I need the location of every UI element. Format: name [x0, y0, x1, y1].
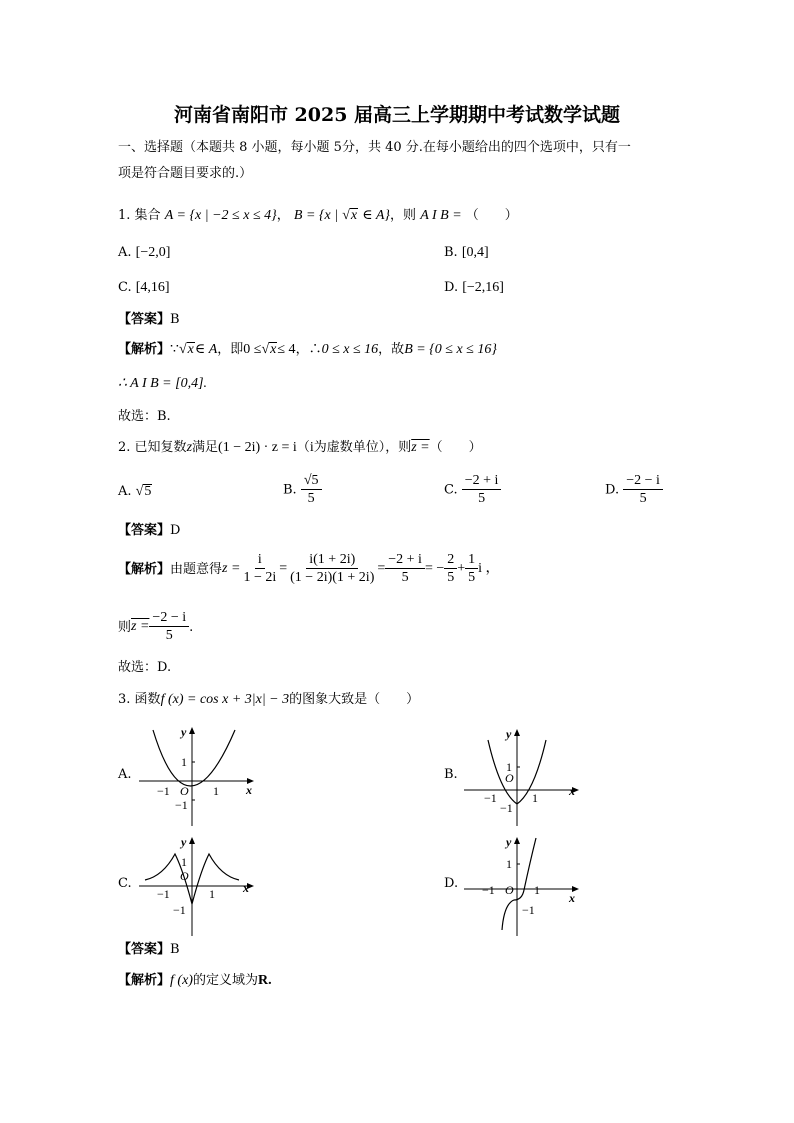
q2-paren-open: （	[296, 440, 310, 455]
q2-frac2-num: i(1 + 2i)	[306, 553, 358, 569]
q2-number: 2.	[118, 440, 131, 455]
q2-option-b-num: √5	[301, 474, 322, 490]
q1-in-a: ∈ A	[194, 342, 218, 357]
axis-y-label: y	[506, 727, 512, 741]
q1-expression: A I B =	[420, 208, 462, 223]
q2-eq3: =	[377, 561, 386, 576]
q1-analysis-line1: 【解析】∵√x∈ A，即0 ≤√x≤ 4，∴0 ≤ x ≤ 16，故B = {0 ≤ x ≤ 16}	[118, 342, 497, 357]
q2-frac6-den: 5	[165, 628, 173, 643]
q3-number: 3.	[118, 692, 131, 707]
q1-radicand2: x	[270, 342, 277, 357]
axis-x-label: x	[246, 783, 252, 797]
q2-option-d-num: −2 − i	[623, 474, 663, 490]
q3-stem	[118, 693, 419, 707]
q1-option-d-label: D.	[444, 280, 459, 295]
q2-option-b-label: B.	[283, 482, 297, 498]
page-title: 河南省南阳市 2025 届高三上学期期中考试数学试题	[173, 104, 621, 126]
q1-set-a: A = {x | −2 ≤ x ≤ 4}	[164, 208, 277, 223]
axis-y-label: y	[181, 725, 187, 739]
tick-label-neg1-x: −1	[482, 883, 495, 897]
tick-label-1-x: 1	[209, 887, 215, 901]
q1-radicand1: x	[187, 342, 194, 357]
q3-graph-b-label: B.	[444, 767, 458, 782]
q1-ineq-left: 0 ≤	[243, 342, 262, 357]
tick-label-neg1-x: −1	[157, 784, 170, 798]
q2-stem-text2: 满足	[192, 440, 219, 455]
q2-frac5-den: 5	[468, 570, 476, 585]
q2-answer-value: D	[170, 523, 181, 538]
tick-label-1-x: 1	[213, 784, 219, 798]
q3-answer-tag: 【答案】	[118, 942, 171, 957]
q1-conclusion: 故选：B.	[118, 409, 171, 424]
tick-label-1-y: 1	[181, 755, 187, 769]
q2-option-a-label: A.	[118, 484, 132, 499]
q1-set-b-pre: B = {x |	[293, 208, 339, 223]
q1-ineq-right: ≤ 4	[277, 342, 296, 357]
tick-label-neg1-y: −1	[500, 801, 513, 815]
q3-analysis-domain: R.	[257, 973, 272, 988]
q1-set-b-post: ∈ A}	[362, 208, 391, 223]
tick-label-neg1-y: −1	[522, 903, 535, 917]
axis-y-label: y	[506, 835, 512, 849]
q1-option-b-value: [0,4]	[461, 245, 489, 260]
q2-option-a-root: √	[135, 484, 144, 499]
q2-analysis-text: 由题意得	[170, 561, 223, 577]
q2-zbar-eq: z =	[131, 619, 150, 634]
q1-option-c	[118, 281, 170, 295]
section-heading-line2: 项是符合题目要求的.）	[118, 166, 253, 181]
q2-tail: i ，	[478, 561, 500, 576]
q3-stem-text: 函数	[134, 692, 161, 707]
q3-stem-text2: 的图象大致是（ ）	[289, 692, 420, 707]
q1-set-b-radical: √x	[342, 208, 358, 223]
axis-x-label: x	[569, 784, 575, 798]
q2-analysis-line1	[118, 553, 500, 585]
q1-option-a-value: [−2,0]	[135, 245, 171, 260]
q2-frac1-num: i	[255, 553, 265, 569]
q2-paren: （ ）	[429, 440, 482, 455]
q2-i: i	[309, 440, 314, 455]
q2-option-c	[444, 474, 501, 506]
curve	[153, 730, 235, 786]
q1-analysis-tag: 【解析】	[118, 342, 171, 357]
q3-analysis-tag: 【解析】	[118, 973, 171, 988]
q2-then: 则	[118, 619, 132, 635]
q2-conclusion: 故选：D.	[118, 660, 172, 675]
q1-option-b	[444, 246, 489, 260]
q1-therefore: ，∴	[295, 342, 322, 357]
origin-label: O	[180, 784, 189, 798]
q2-dot: .	[189, 619, 194, 635]
q1-answer-value: B	[170, 312, 180, 327]
q3-graph-d	[460, 832, 585, 937]
axis-x-label: x	[569, 891, 575, 905]
q2-stem	[118, 441, 482, 455]
q2-frac1-den: 1 − 2i	[243, 570, 277, 585]
q1-option-c-label: C.	[118, 280, 132, 295]
q2-z: z	[186, 440, 193, 455]
tick-label-1-x: 1	[532, 791, 538, 805]
q1-option-d	[444, 281, 504, 295]
y-axis-arrow	[514, 837, 520, 844]
y-axis-arrow	[189, 837, 195, 844]
q2-stem-text: 已知复数	[134, 440, 187, 455]
q3-graph-d-label: D.	[444, 876, 459, 891]
q1-set-b-result: B = {0 ≤ x ≤ 16}	[404, 342, 497, 357]
q2-analysis-tag: 【解析】	[118, 561, 171, 577]
tick-label-1-y: 1	[506, 857, 512, 871]
q1-option-a	[118, 246, 170, 260]
q3-function: f (x) = cos x + 3|x| − 3	[160, 692, 290, 707]
q1-set-b-radicand: x	[350, 208, 358, 223]
q1-number: 1.	[118, 208, 131, 223]
q2-answer	[118, 524, 180, 537]
q2-option-d-label: D.	[605, 482, 620, 498]
q1-stem-text: 集合	[134, 208, 161, 223]
q2-analysis-line2	[118, 611, 193, 643]
q3-analysis	[118, 974, 272, 988]
q2-eq4: = −	[424, 561, 445, 576]
q2-equation: (1 − 2i) · z = i	[218, 440, 297, 455]
q1-paren: （ ）	[465, 208, 518, 223]
q1-range: 0 ≤ x ≤ 16	[321, 342, 379, 357]
origin-label: O	[505, 883, 514, 897]
q1-namely: ，即	[217, 342, 244, 357]
q2-option-b	[283, 474, 322, 506]
q1-comma: ，	[276, 208, 290, 223]
y-axis-arrow	[514, 729, 520, 736]
q1-stem-text2: ，则	[390, 208, 417, 223]
q3-answer-value: B	[170, 942, 180, 957]
q1-option-d-value: [−2,16]	[462, 280, 504, 295]
tick-label-neg1-x: −1	[157, 887, 170, 901]
q2-option-d	[605, 474, 663, 506]
q3-analysis-fx: f (x)	[170, 973, 193, 988]
q1-answer	[118, 313, 180, 326]
q2-answer-tag: 【答案】	[118, 523, 171, 538]
q1-hence: ，故	[378, 342, 405, 357]
tick-label-1-y: 1	[506, 760, 512, 774]
y-axis-arrow	[189, 727, 195, 734]
origin-label: O	[505, 771, 514, 785]
q1-analysis-line2: ∴ A I B = [0,4].	[118, 376, 208, 391]
q2-frac4-num: 2	[444, 553, 457, 569]
axis-y-label: y	[181, 835, 187, 849]
q2-option-c-num: −2 + i	[462, 474, 502, 490]
q3-graph-a-label: A.	[118, 767, 132, 782]
q1-option-b-label: B.	[444, 245, 458, 260]
q3-graph-c-label: C.	[118, 876, 132, 891]
q2-frac6-num: −2 − i	[149, 611, 189, 627]
q1-because: ∵	[170, 342, 179, 357]
q2-option-d-den: 5	[639, 491, 647, 506]
origin-label: O	[180, 869, 189, 883]
q2-eq2: =	[279, 561, 288, 576]
tick-label-neg1-y: −1	[175, 798, 188, 812]
tick-label-neg1-y: −1	[173, 903, 186, 917]
q2-option-b-den: 5	[307, 491, 315, 506]
q2-option-c-den: 5	[478, 491, 486, 506]
tick-label-1-y: 1	[181, 855, 187, 869]
q1-answer-tag: 【答案】	[118, 312, 171, 327]
q3-graph-a	[135, 722, 260, 827]
q3-graph-c	[135, 832, 260, 937]
q2-frac3-num: −2 + i	[385, 553, 425, 569]
q2-option-c-label: C.	[444, 482, 458, 498]
q2-frac4-den: 5	[447, 570, 455, 585]
tick-label-1-x: 1	[534, 883, 540, 897]
axis-x-label: x	[243, 881, 249, 895]
q1-option-c-value: [4,16]	[135, 280, 170, 295]
q1-option-a-label: A.	[118, 245, 132, 260]
q2-eq-lhs: z =	[222, 561, 241, 576]
q2-zbar: z =	[411, 440, 430, 455]
q2-option-a-value: 5	[144, 484, 152, 499]
q3-answer	[118, 943, 180, 956]
q2-frac3-den: 5	[401, 570, 409, 585]
tick-label-neg1-x: −1	[484, 791, 497, 805]
q3-graph-b	[460, 722, 585, 827]
q2-frac2-den: (1 − 2i)(1 + 2i)	[290, 570, 375, 585]
q2-frac5-num: 1	[465, 553, 478, 569]
q2-option-a	[118, 484, 152, 499]
q2-stem-text3: 为虚数单位），则	[313, 440, 412, 455]
q2-plus: +	[457, 561, 466, 576]
q3-analysis-text: 的定义域为	[192, 973, 258, 988]
section-heading-line1: 一、选择题（本题共 8 小题，每小题 5分，共 40 分.在每小题给出的四个选项中，只有一	[118, 140, 631, 155]
q1-stem	[118, 208, 518, 223]
